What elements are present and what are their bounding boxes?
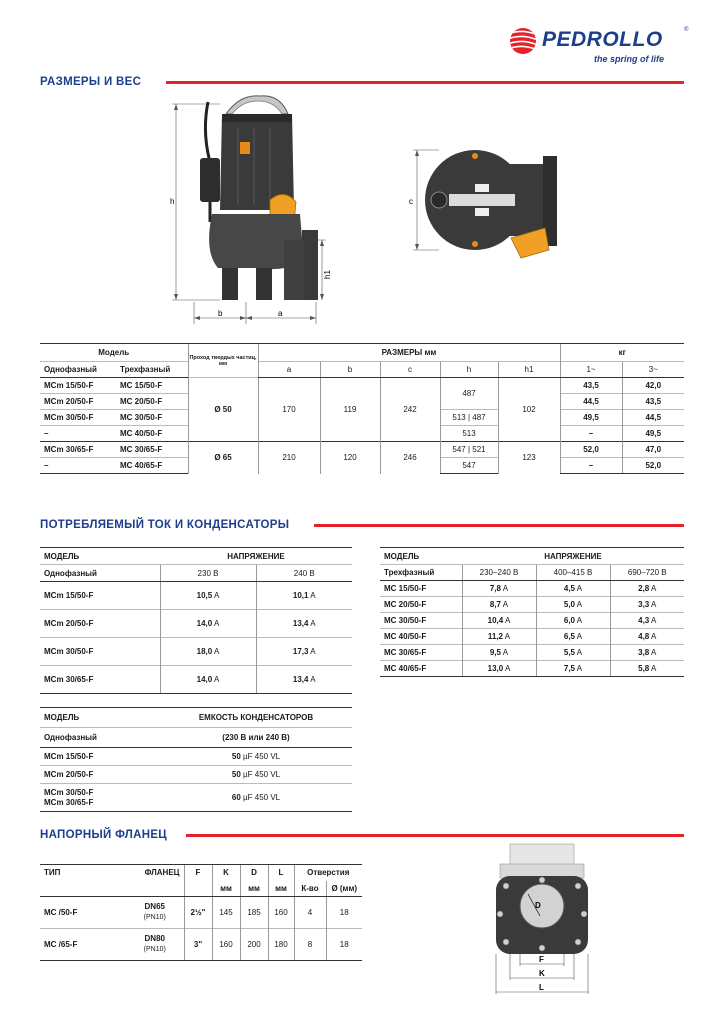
col-h: h [440,362,498,378]
dim-label-c: c [409,197,413,206]
flange-label-d: D [535,901,541,910]
table-row: MCm 30/50-F MCm 30/65-F 60 µF 450 VL [40,784,352,812]
col-1ph: 1~ [560,362,622,378]
col-weight: кг [560,344,684,362]
logo-sphere-icon [508,26,540,58]
col-c: c [380,362,440,378]
brand-tagline: the spring of life [594,54,665,64]
dimensions-table [40,343,684,474]
flange-label-k: K [539,969,545,978]
table-row: MCm 15/50-F 50 µF 450 VL [40,748,352,766]
table-row: MCm 30/50-F 18,0 A 17,3 A [40,638,352,666]
section-divider [186,834,684,837]
dim-label-b: b [218,309,223,318]
col-model: Модель [40,344,188,362]
table-row: MCm 20/50-F MC 20/50-F 44,5 43,5 [40,394,684,410]
dim-label-h: h [170,197,175,206]
brand-name: PEDROLLO [542,28,663,51]
col-3ph: 3~ [622,362,684,378]
table-row: – MC 40/65-F 547 – 52,0 [40,458,684,474]
capacitors-table: МОДЕЛЬ ЕМКОСТЬ КОНДЕНСАТОРОВ Однофазный (230 В или 240 В) MCm 15/50-F 50 µF 450 VL MCm 20/50-F 50 µF 450 VL MCm 30/50-F MCm 30/65-F 60 µF 450 VL [40,707,352,812]
col-a: a [258,362,320,378]
table-row: MCm 30/50-F MC 30/50-F 513 | 487 49,5 44,5 [40,410,684,426]
current-single-phase-table: МОДЕЛЬ НАПРЯЖЕНИЕ Однофазный 230 В 240 В MCm 15/50-F 10,5 A 10,1 A MCm 20/50-F 14,0 A 13,4 A MCm 30/50-F 18,0 A 17,3 A MCm 30/65-F 14,0 A 13,4 A [40,547,352,694]
pump-top-view-drawing [405,146,565,264]
section-title-flange: НАПОРНЫЙ ФЛАНЕЦ [40,829,167,841]
table-row: MCm 15/50-F 10,5 A 10,1 A [40,582,352,610]
col-passage: Проход твердых частиц, мм [188,344,258,378]
flange-label-l: L [539,983,544,992]
table-row: MC 30/65-F 9,5 A 5,5 A 3,8 A [380,645,684,661]
table-row: MC 40/65-F 13,0 A 7,5 A 5,8 A [380,661,684,677]
table-row: MC 15/50-F 7,8 A 4,5 A 2,8 A [380,581,684,597]
table-row: MCm 20/50-F 50 µF 450 VL [40,766,352,784]
dim-label-a: a [278,309,283,318]
table-row: MC 40/50-F 11,2 A 6,5 A 4,8 A [380,629,684,645]
section-divider [166,81,684,84]
pedrollo-logo [508,24,698,68]
pump-side-view-drawing [160,92,340,332]
table-row: MC 30/50-F 10,4 A 6,0 A 4,3 A [380,613,684,629]
table-row: MC 20/50-F 8,7 A 5,0 A 3,3 A [380,597,684,613]
table-row: MCm 30/65-F MC 30/65-F Ø 65 210 120 246 547 | 521 123 52,0 47,0 [40,442,684,458]
section-title-dimensions: РАЗМЕРЫ И ВЕС [40,76,142,88]
col-three-phase: Трехфазный [116,362,188,378]
table-row: MCm 15/50-F MC 15/50-F Ø 50 170 119 242 487 102 43,5 42,0 [40,378,684,394]
table-row: MC /50-F DN65 (PN10) 2½" 145 185 160 4 18 [40,897,362,929]
table-row: MCm 20/50-F 14,0 A 13,4 A [40,610,352,638]
col-single-phase: Однофазный [40,362,116,378]
table-row: – MC 40/50-F 513 – 49,5 [40,426,684,442]
table-row: MCm 30/65-F 14,0 A 13,4 A [40,666,352,694]
current-three-phase-table: МОДЕЛЬ НАПРЯЖЕНИЕ Трехфазный 230–240 В 400–415 В 690–720 В MC 15/50-F 7,8 A 4,5 A 2,8 A MC 20/50-F 8,7 A 5,0 A 3,3 A MC 30/50-F 10,4 A 6,0 A 4,3 A MC 40/50-F 11,2 A 6,5 A 4,8 A MC 30/65-F 9,5 A 5,5 A 3,8 A MC 40/65-F 13,0 A 7,5 A 5,8 A [380,547,684,677]
flange-table: ТИП ФЛАНЕЦ F K D L Отверстия мм мм мм К-во Ø (мм) MC /50-F DN65 (PN10) 2½" 145 185 160 4 18 MC /65-F DN80 (PN10) 3" 160 200 180 8 18 [40,864,362,961]
col-b: b [320,362,380,378]
section-title-current: ПОТРЕБЛЯЕМЫЙ ТОК И КОНДЕНСАТОРЫ [40,519,290,531]
dim-label-h1: h1 [323,270,332,279]
col-h1: h1 [498,362,560,378]
flange-drawing [482,842,602,1002]
brand-reg: ® [684,27,689,33]
flange-label-f: F [539,955,544,964]
section-divider [314,524,684,527]
table-row: MC /65-F DN80 (PN10) 3" 160 200 180 8 18 [40,929,362,961]
col-sizes: РАЗМЕРЫ мм [258,344,560,362]
